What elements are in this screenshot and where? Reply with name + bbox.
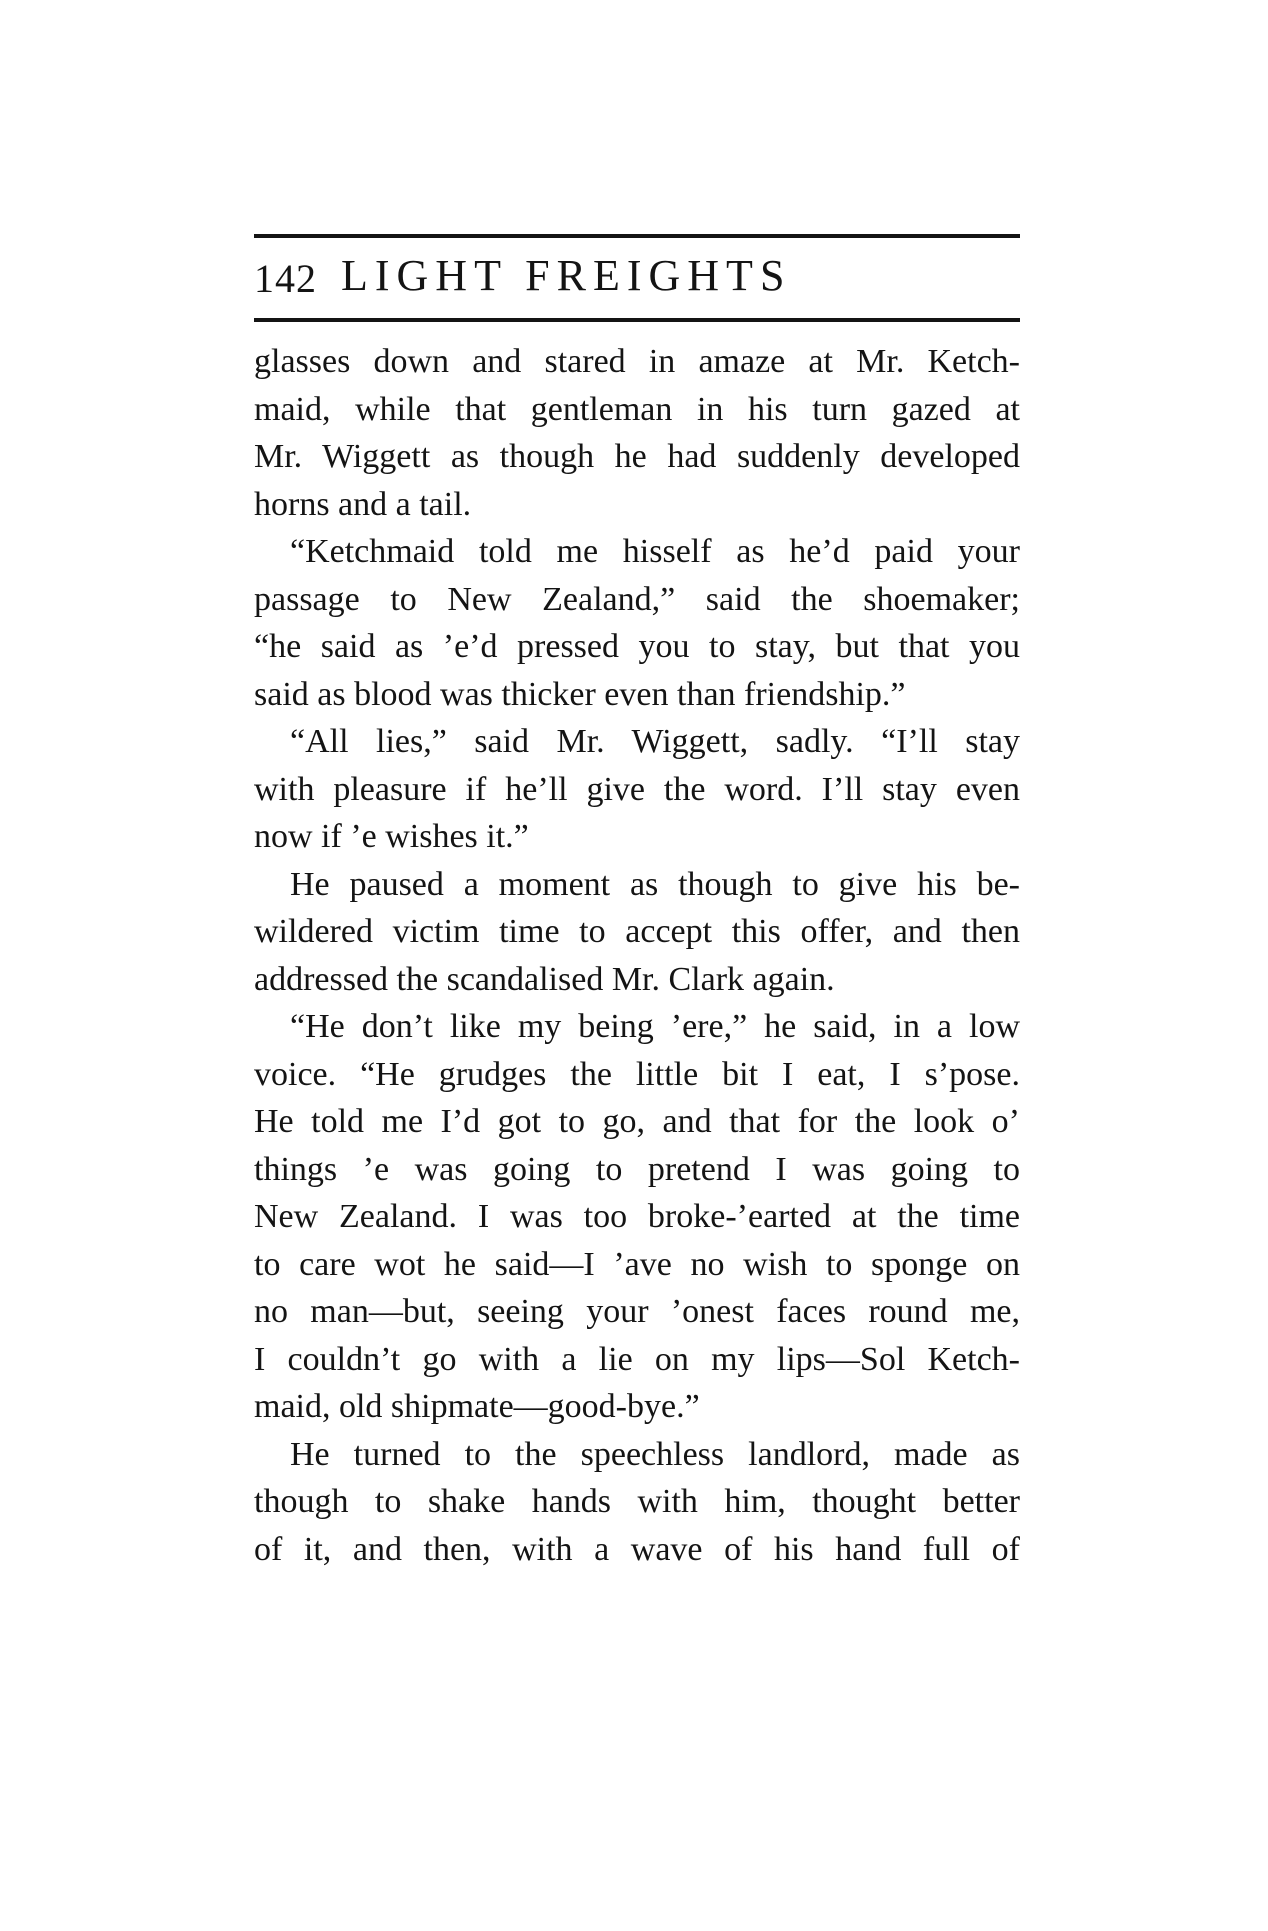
text-line: things ’e was going to pretend I was going to	[254, 1150, 1020, 1188]
text-line: voice. “He grudges the little bit I eat, I s’pose.	[254, 1055, 1020, 1093]
text-line: horns and a tail.	[254, 485, 472, 523]
page-number: 142	[254, 256, 317, 301]
text-line: no man—but, seeing your ’onest faces round me,	[254, 1293, 1020, 1330]
text-line: addressed the scandalised Mr. Clark again.	[254, 960, 835, 998]
text-line: wildered victim time to accept this offer, and then	[254, 913, 1020, 950]
text-line: I couldn’t go with a lie on my lips—Sol Ketch-	[254, 1340, 1020, 1378]
text-line: “All lies,” said Mr. Wiggett, sadly. “I’ll stay	[290, 723, 1020, 760]
running-header	[254, 250, 1020, 314]
text-line: New Zealand. I was too broke-’earted at the time	[254, 1198, 1020, 1235]
text-line: said as blood was thicker even than friendship.”	[254, 675, 906, 713]
text-line: He turned to the speechless landlord, made as	[290, 1435, 1020, 1473]
text-line: though to shake hands with him, thought better	[254, 1483, 1020, 1520]
text-line: “he said as ’e’d pressed you to stay, but that you	[254, 628, 1020, 665]
header-rule-top	[254, 234, 1020, 238]
text-line: Mr. Wiggett as though he had suddenly developed	[254, 438, 1020, 475]
body-text	[254, 338, 1020, 1573]
running-title: LIGHT FREIGHTS	[341, 251, 792, 300]
text-line: glasses down and stared in amaze at Mr. Ketch-	[254, 343, 1020, 380]
text-line: He paused a moment as though to give his be-	[290, 865, 1020, 903]
text-line: of it, and then, with a wave of his hand full of	[254, 1530, 1020, 1568]
text-line: maid, while that gentleman in his turn gazed at	[254, 390, 1020, 428]
text-line: now if ’e wishes it.”	[254, 818, 529, 855]
text-line: to care wot he said—I ’ave no wish to sponge on	[254, 1245, 1020, 1283]
text-line: with pleasure if he’ll give the word. I’ll stay even	[254, 770, 1020, 808]
text-line: He told me I’d got to go, and that for the look o’	[254, 1103, 1020, 1140]
header-rule-bottom	[254, 318, 1020, 322]
text-line: “Ketchmaid told me hisself as he’d paid your	[290, 533, 1020, 570]
text-line: “He don’t like my being ’ere,” he said, in a low	[290, 1008, 1020, 1045]
text-line: passage to New Zealand,” said the shoemaker;	[254, 580, 1020, 618]
text-line: maid, old shipmate—good-bye.”	[254, 1388, 700, 1425]
